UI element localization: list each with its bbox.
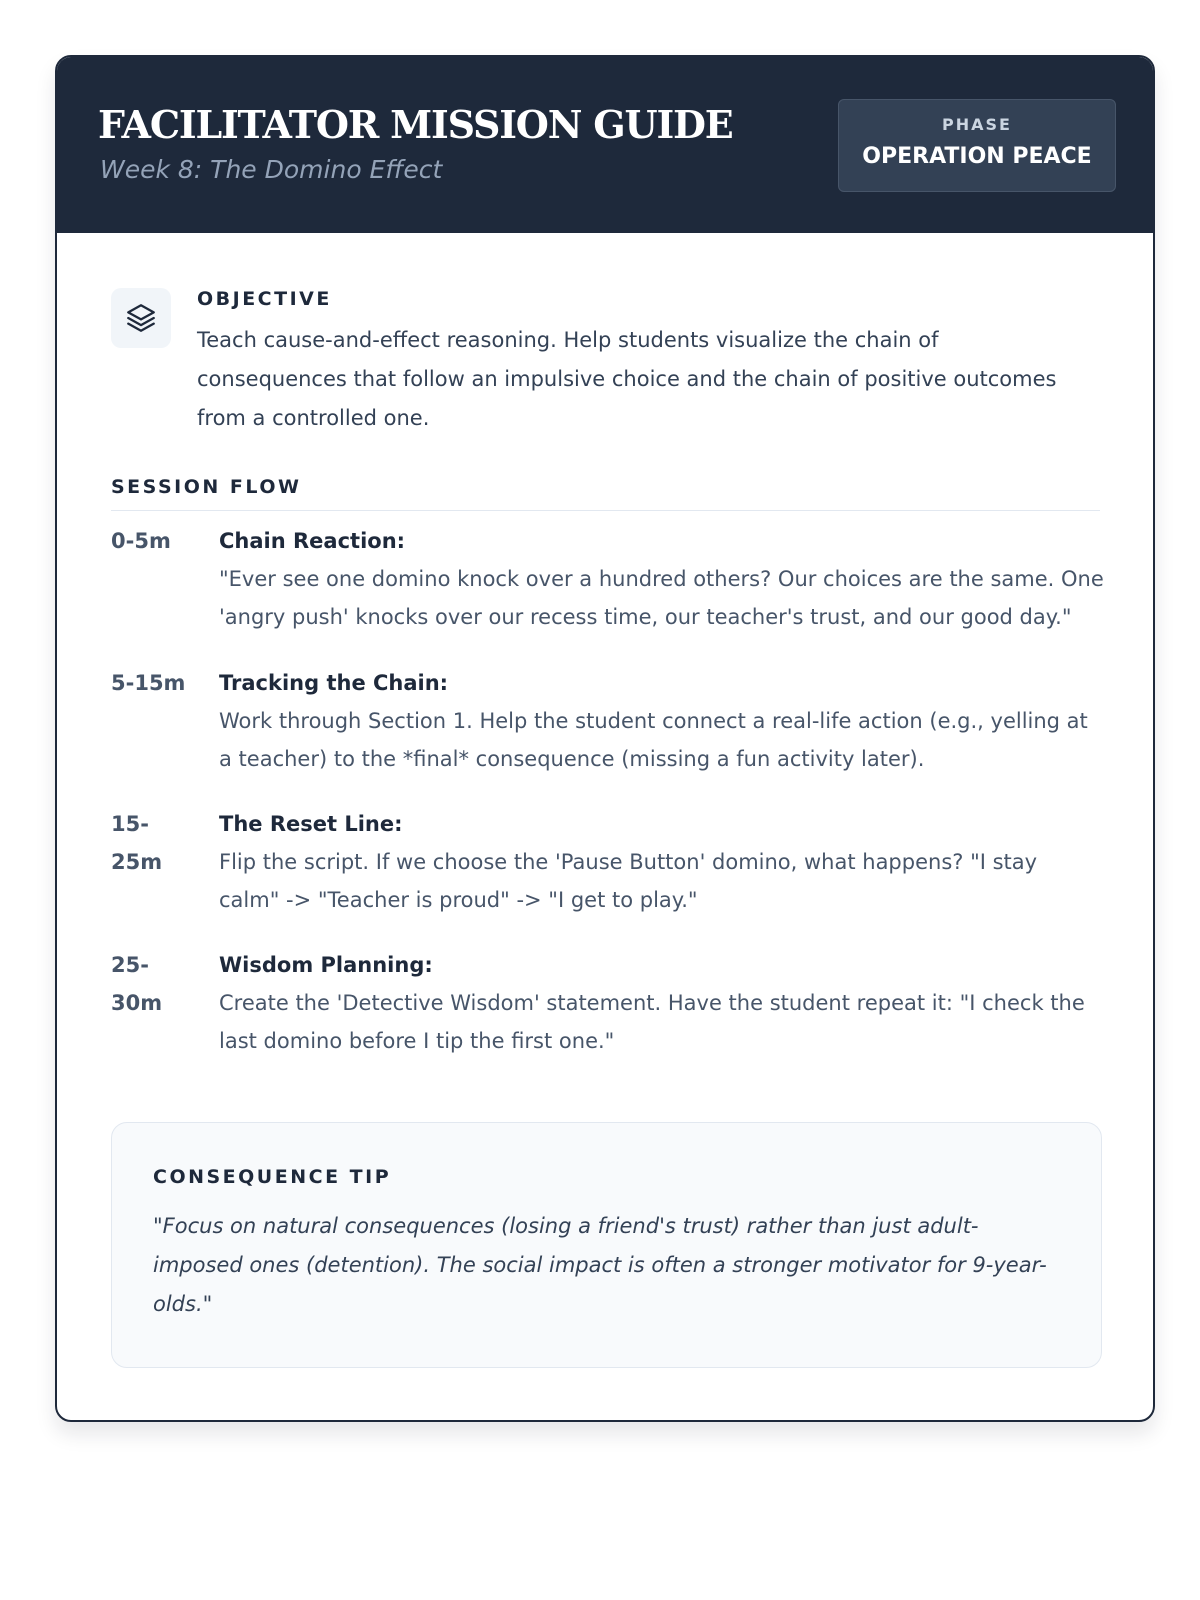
flow-title: Tracking the Chain: [219,671,449,695]
flow-time: 5-15m [111,671,186,695]
consequence-tip-box [111,1122,1102,1368]
flow-description: Flip the script. If we choose the 'Pause Button' domino, what happens? "I stay calm" -> "Teacher is proud" -> "I get to play." [219,850,1038,912]
phase-value: OPERATION PEACE [862,144,1092,169]
flow-time: 25-30m [111,953,163,1015]
guide-header [57,57,1153,233]
flow-description: Work through Section 1. Help the student connect a real-life action (e.g., yelling at a teacher) to the *final* consequence (missing a fun activity later). [219,709,1088,771]
flow-content [219,664,1104,778]
mission-guide-card [55,55,1155,1422]
page-title: FACILITATOR MISSION GUIDE [98,102,733,147]
flow-content [219,805,1104,919]
flow-content [219,946,1104,1060]
objective-text: Teach cause-and-effect reasoning. Help students visualize the chain of consequences that follow an impulsive choice and the chain of positive outcomes from a controlled one. [197,328,1057,430]
flow-time: 0-5m [111,529,171,553]
layers-icon [111,288,171,348]
flow-description: "Ever see one domino knock over a hundred others? Our choices are the same. One 'angry push' knocks over our recess time, our teacher's trust, and our good day." [219,567,1104,629]
objective-heading: OBJECTIVE [197,288,332,310]
flow-title: Chain Reaction: [219,529,406,553]
flow-time: 15-25m [111,812,163,874]
flow-content [219,522,1104,636]
tip-heading: CONSEQUENCE TIP [153,1166,392,1188]
flow-description: Create the 'Detective Wisdom' statement. Have the student repeat it: "I check the last domino before I tip the first one." [219,991,1085,1053]
section-divider [111,510,1100,511]
flow-title: The Reset Line: [219,812,403,836]
phase-badge [838,99,1116,192]
flow-title: Wisdom Planning: [219,953,433,977]
page-subtitle: Week 8: The Domino Effect [100,155,443,184]
tip-text: "Focus on natural consequences (losing a friend's trust) rather than just adult-imposed ones (detention). The social impact is often a stronger motivator for 9-year-olds." [153,1214,1047,1316]
session-flow-heading: SESSION FLOW [111,476,302,498]
phase-label: PHASE [942,115,1012,134]
